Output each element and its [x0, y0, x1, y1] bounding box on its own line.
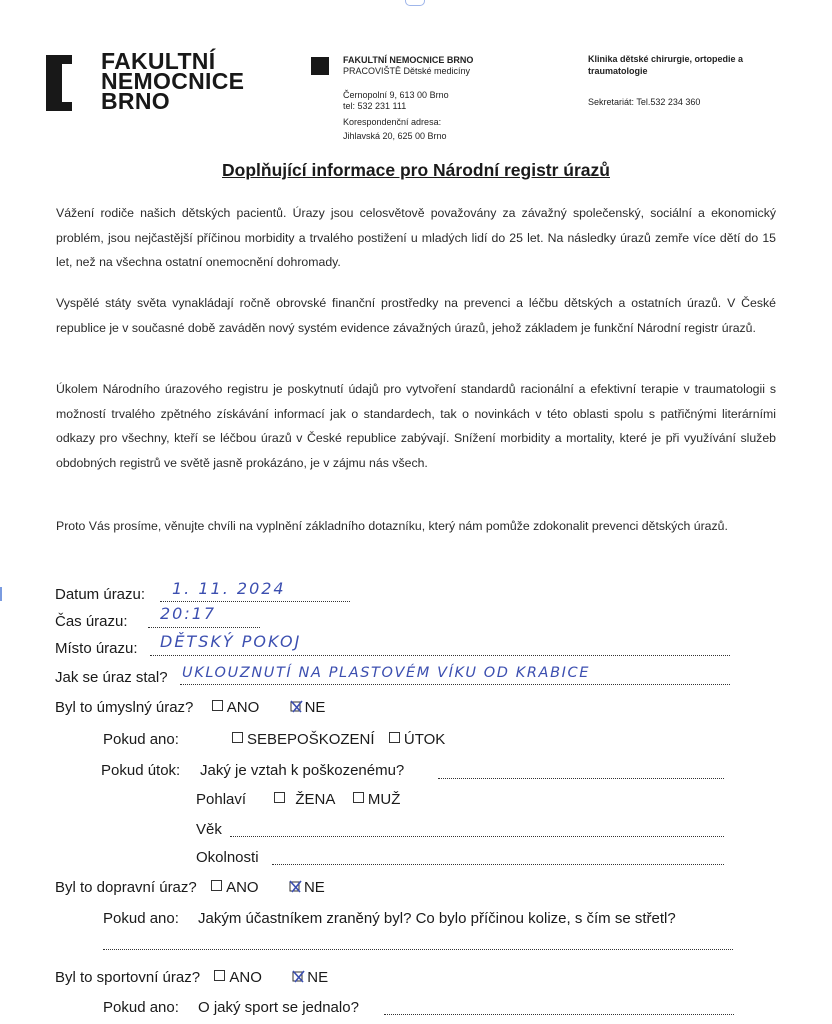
male-label: MUŽ	[367, 791, 401, 808]
sport-no-checkbox-checked[interactable]	[292, 970, 305, 983]
age-label: Věk	[196, 821, 222, 838]
scan-top-mark	[405, 0, 425, 6]
sex-row	[196, 791, 400, 809]
traffic-no-label: NE	[303, 879, 325, 896]
traffic-no-checkbox-checked[interactable]	[289, 880, 302, 893]
place-dotted-line	[150, 655, 730, 656]
hospital-square-icon	[311, 57, 329, 75]
hospital-workplace: PRACOVIŠTĚ Dětské medicíny	[343, 66, 471, 76]
time-dotted-line	[148, 627, 260, 628]
intentional-yes-checkbox[interactable]	[212, 700, 223, 711]
hospital-street: Černopolní 9, 613 00 Brno	[343, 90, 449, 100]
sport-if-yes-label: Pokud ano:	[103, 999, 179, 1016]
clinic-line-2: traumatologie	[588, 66, 648, 76]
if-yes-label: Pokud ano:	[103, 731, 179, 748]
intro-paragraph-4: Proto Vás prosíme, věnujte chvíli na vyplnění základního dotazníku, který nám pomůže zdokonalit prevenci dětských úrazů.	[56, 519, 728, 533]
sport-yes-checkbox[interactable]	[214, 970, 225, 981]
self-harm-label: SEBEPOŠKOZENÍ	[247, 731, 375, 748]
hospital-logo-cut	[62, 64, 72, 102]
male-checkbox[interactable]	[353, 792, 364, 803]
if-attack-label: Pokud útok:	[101, 762, 181, 779]
age-dotted-line[interactable]	[230, 836, 724, 837]
date-dotted-line	[160, 601, 350, 602]
correspondence-label: Korespondenční adresa:	[343, 117, 442, 127]
sport-no-label: NE	[307, 969, 329, 986]
how-dotted-line	[180, 684, 730, 685]
intro-paragraph-2: Vyspělé státy světa vynakládají ročně obrovské finanční prostředky na prevenci a léčbu dětských a ostatních úrazů. V České republice je v současné době zaváděn nový systém evidence závažných úrazů, jehož základem je funkční Národní registr úrazů.	[56, 296, 776, 335]
place-value[interactable]: DĚTSKÝ POKOJ	[160, 632, 302, 651]
traffic-if-yes-label: Pokud ano:	[103, 910, 179, 927]
circumstances-dotted-line[interactable]	[272, 864, 724, 865]
logo-line-2: NEMOCNICE	[101, 68, 245, 94]
self-harm-checkbox[interactable]	[232, 732, 243, 743]
relationship-question: Jaký je vztah k poškozenému?	[200, 762, 405, 779]
time-label: Čas úrazu:	[55, 613, 128, 630]
place-label: Místo úrazu:	[55, 640, 138, 657]
hospital-logo-text	[101, 48, 245, 114]
secretariat-phone: Sekretariát: Tel.532 234 360	[588, 97, 701, 107]
sport-question	[55, 969, 328, 987]
how-value[interactable]: UKLOUZNUTÍ NA PLASTOVÉM VÍKU OD KRABICE	[182, 665, 590, 681]
intentional-yes-label: ANO	[226, 699, 260, 716]
intentional-no-checkbox-checked[interactable]	[290, 700, 303, 713]
hospital-name: FAKULTNÍ NEMOCNICE BRNO	[343, 55, 474, 65]
intro-paragraph-1: Vážení rodiče našich dětských pacientů. Úrazy jsou celosvětově považovány za závažný společenský, sociální a ekonomický problém, jsou nejčastější příčinou morbidity a trvalého postižení u mladých lidí do 25 let. Na následky úrazů zemře více dětí do 15 let, než na všechna ostatní onemocnění dohromady.	[56, 206, 776, 269]
intro-paragraph-3: Úkolem Národního úrazového registru je poskytnutí údajů pro vytvoření standardů racionální a efektivní terapie v traumatologii s možností trvalého zpětného získávání informací jak o standardech, tak o novinkách v této oblasti spolu s patřičnými literárními odkazy pro všechny, kteří se léčbou úrazů v České republice zabývají. Snížení morbidity a mortality, které je při využívání služeb obdobných registrů ve světě jasně prokázáno, je v zájmu nás všech.	[56, 382, 776, 470]
intentional-no-label: NE	[304, 699, 326, 716]
hospital-address-block	[343, 55, 473, 142]
sport-detail-question: O jaký sport se jednalo?	[198, 999, 359, 1016]
attack-label: ÚTOK	[403, 731, 446, 748]
sport-label: Byl to sportovní úraz?	[55, 969, 201, 986]
document-title: Doplňující informace pro Národní registr úrazů	[222, 160, 610, 180]
female-label: ŽENA	[295, 791, 335, 808]
traffic-dotted-line[interactable]	[103, 949, 733, 950]
intentional-label: Byl to úmyslný úraz?	[55, 699, 194, 716]
traffic-yes-label: ANO	[226, 879, 259, 896]
circumstances-label: Okolnosti	[196, 849, 259, 866]
hospital-phone: tel: 532 231 111	[343, 101, 407, 111]
how-label: Jak se úraz stal?	[55, 669, 168, 686]
attack-checkbox[interactable]	[389, 732, 400, 743]
clinic-line-1: Klinika dětské chirurgie, ortopedie a	[588, 54, 744, 64]
female-checkbox[interactable]	[274, 792, 285, 803]
traffic-detail-question: Jakým účastníkem zraněný byl? Co bylo příčinou kolize, s čím se střetl?	[198, 910, 676, 927]
date-value[interactable]: 1. 11. 2024	[172, 579, 286, 598]
harm-type-options	[232, 731, 445, 749]
traffic-yes-checkbox[interactable]	[211, 880, 222, 891]
traffic-label: Byl to dopravní úraz?	[55, 879, 197, 896]
sport-yes-label: ANO	[229, 969, 262, 986]
clinic-name	[588, 53, 788, 77]
relationship-dotted-line[interactable]	[438, 778, 724, 779]
time-value[interactable]: 20:17	[160, 604, 217, 623]
sport-dotted-line[interactable]	[384, 1014, 734, 1015]
logo-line-1: FAKULTNÍ	[101, 48, 216, 74]
traffic-question	[55, 879, 325, 897]
logo-line-3: BRNO	[101, 88, 170, 114]
intentional-question	[55, 699, 325, 717]
sex-label: Pohlaví	[196, 791, 247, 808]
scan-edge-mark	[0, 587, 2, 601]
date-label: Datum úrazu:	[55, 586, 146, 603]
correspondence-address: Jihlavská 20, 625 00 Brno	[343, 131, 447, 141]
